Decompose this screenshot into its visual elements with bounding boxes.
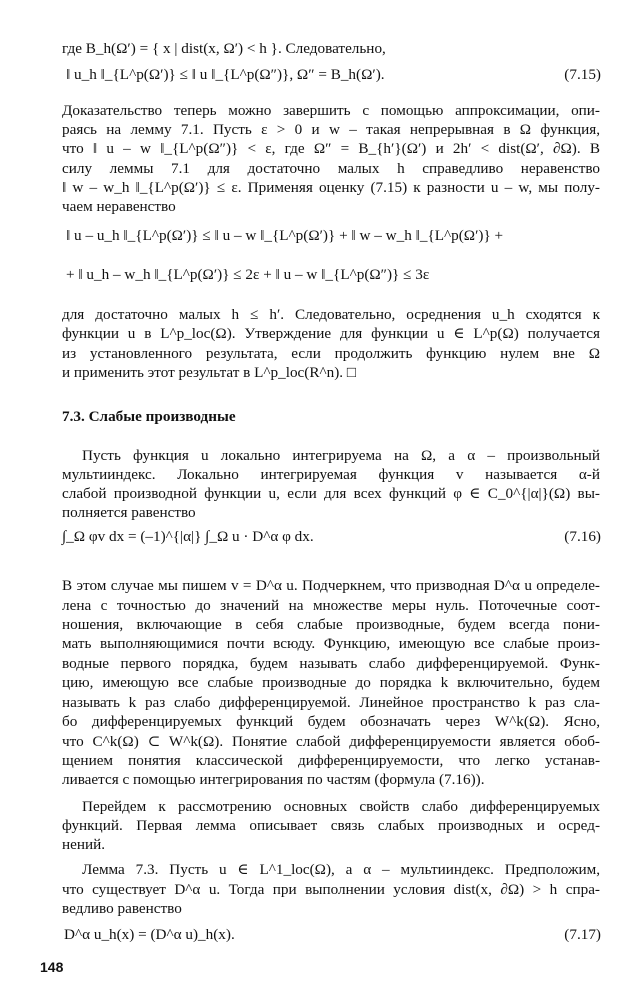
text-line: чаем неравенство xyxy=(62,198,176,215)
text-line: В этом случае мы пишем v = D^α u. Подчеркнем, что призводная D^α u определе- xyxy=(62,577,600,594)
text-line: нений. xyxy=(62,836,106,853)
text-line: Перейдем к рассмотрению основных свойств слабо дифференцируемых xyxy=(82,798,600,815)
lemma-line: что существует D^α u. Тогда при выполнении условия dist(x, ∂Ω) > h спра- xyxy=(62,881,600,898)
text-line: для достаточно малых h ≤ h′. Следовательно, осреднения u_h сходятся к xyxy=(62,306,600,323)
page-number: 148 xyxy=(40,959,64,975)
text-line: водные первого порядка, будем называть слабо дифференцируемой. Функ- xyxy=(62,655,600,672)
text-line: функции u в L^p_loc(Ω). Утверждение для функции u ∈ L^p(Ω) получается xyxy=(62,325,600,342)
text-line: где B_h(Ω′) = { x | dist(x, Ω′) < h }. Следовательно, xyxy=(62,40,386,57)
text-line: и применить этот результат в L^p_loc(R^n). □ xyxy=(62,364,357,381)
equation-number: (7.15) xyxy=(564,66,601,83)
equation-number: (7.17) xyxy=(564,926,601,943)
equation-line: + ‖ u_h – w_h ‖_{L^p(Ω′)} ≤ 2ε + ‖ u – w ‖_{L^p(Ω″)} ≤ 3ε xyxy=(66,266,430,283)
text-line: мать выполняющимися почти всюду. Функцию, имеющую все слабые произ- xyxy=(62,635,600,652)
text-line: лена с точностью до значений на множестве меры нуль. Поточечные соот- xyxy=(62,597,600,614)
text-line: функций. Первая лемма описывает связь слабых производных и осред- xyxy=(62,817,600,834)
text-line: ливается с помощью интегрирования по частям (формула (7.16)). xyxy=(62,771,485,788)
text-line: слабой производной функции u, если для всех функций φ ∈ C_0^{|α|}(Ω) вы- xyxy=(62,485,600,502)
equation-number: (7.16) xyxy=(564,528,601,545)
text-line: ‖ w – w_h ‖_{L^p(Ω′)} ≤ ε. Применяя оценку (7.15) к разности u – w, мы полу- xyxy=(62,179,600,196)
text-line: что C^k(Ω) ⊂ W^k(Ω). Понятие слабой дифференцируемости является обоб- xyxy=(62,733,600,750)
text-line: цию, имеющую все слабые производные до порядка k включительно, будем xyxy=(62,674,600,691)
equation-line: ∫_Ω φv dx = (–1)^{|α|} ∫_Ω u · D^α φ dx. xyxy=(62,528,314,545)
lemma-line: Лемма 7.3. Пусть u ∈ L^1_loc(Ω), а α – мультииндекс. Предположим, xyxy=(82,861,600,878)
equation-line: ‖ u – u_h ‖_{L^p(Ω′)} ≤ ‖ u – w ‖_{L^p(Ω′)} + ‖ w – w_h ‖_{L^p(Ω′)} + xyxy=(66,227,504,244)
lemma-line: ведливо равенство xyxy=(62,900,182,917)
text-line: раясь на лемму 7.1. Пусть ε > 0 и w – такая непрерывная в Ω функция, xyxy=(62,121,600,138)
section-heading: 7.3. Слабые производные xyxy=(62,408,236,425)
text-line: полняется равенство xyxy=(62,504,196,521)
text-line: щением понятия классической дифференцируемости, что легко устанав- xyxy=(62,752,600,769)
text-line: силу леммы 7.1 для достаточно малых h справедливо неравенство xyxy=(62,160,600,177)
text-line: мультииндекс. Локально интегрируемая функция v называется α-й xyxy=(62,466,600,483)
text-line: что ‖ u – w ‖_{L^p(Ω″)} < ε, где Ω″ = B_{h′}(Ω′) и 2h′ < dist(Ω′, ∂Ω). В xyxy=(62,140,600,157)
text-line: из установленного результата, если продолжить функцию нулем вне Ω xyxy=(62,345,600,362)
equation-line: ‖ u_h ‖_{L^p(Ω′)} ≤ ‖ u ‖_{L^p(Ω″)}, Ω″ = B_h(Ω′). xyxy=(66,66,385,83)
text-line: ношения, включающие в себя слабые производные, будем всегда пони- xyxy=(62,616,600,633)
text-line: бо дифференцируемых функций будем обозначать через W^k(Ω). Ясно, xyxy=(62,713,600,730)
text-line: Доказательство теперь можно завершить с помощью аппроксимации, опи- xyxy=(62,102,600,119)
equation-line: D^α u_h(x) = (D^α u)_h(x). xyxy=(64,926,235,943)
text-line: называть k раз слабо дифференцируемой. Линейное пространство k раз сла- xyxy=(62,694,600,711)
text-line: Пусть функция u локально интегрируема на Ω, а α – произвольный xyxy=(82,447,600,464)
